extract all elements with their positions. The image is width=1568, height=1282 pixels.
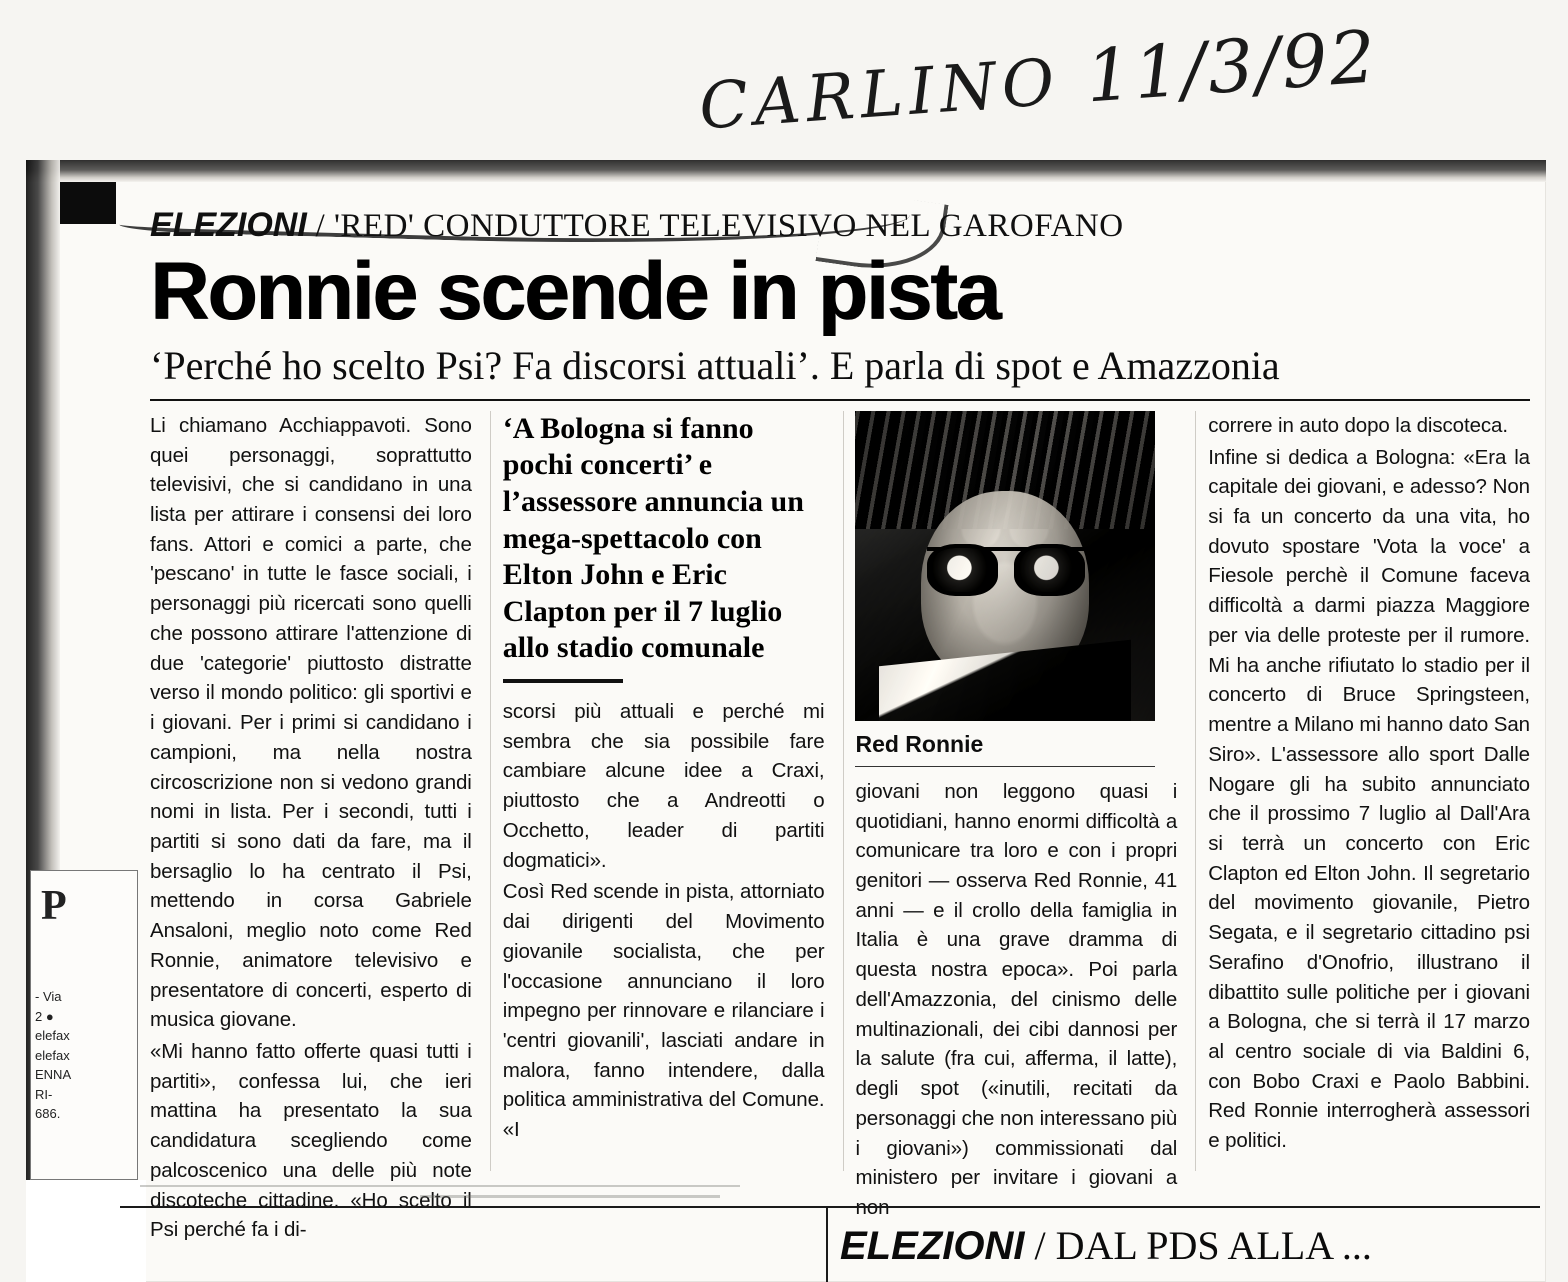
article-column-1 xyxy=(150,411,490,1242)
next-article-section: ELEZIONI xyxy=(840,1224,1025,1268)
photo-shading xyxy=(855,411,1155,721)
caption-rule xyxy=(855,766,1155,767)
column-4-text xyxy=(1208,411,1530,1156)
scan-artifact xyxy=(140,1185,740,1187)
article-column-2 xyxy=(503,411,843,1171)
scrap-line: 2 ● xyxy=(35,1008,54,1024)
scan-corner-mark xyxy=(60,182,116,224)
paragraph: scorsi più attuali e perché mi sembra che sia possibile fare cambiare alcune idee a Craxi, piuttosto che a Andreotti o Occhetto, leader di partiti dogmatici». xyxy=(502,700,825,872)
handwritten-source: CARLINO xyxy=(696,45,1063,145)
column-divider xyxy=(490,411,491,1171)
paragraph: correre in auto dopo la discoteca. xyxy=(1208,413,1508,437)
paragraph: giovani non leggono quasi i quotidiani, hanno enormi difficoltà a comunicare tra loro e con i propri genitori — osserva Red Ronnie, 41 anni — e il crollo della famiglia in Italia è una grave dramma di questa nostra epoca». Poi parla dell'Amazzonia, del cinismo delle multinazionali, dei cibi dannosi per la salute (fra cui, afferma, il latte), degli spot («inutili, recitati da personaggi che non interessano più i giovani») commissionati dal ministero per invitare i giovani a non xyxy=(855,779,1178,1219)
scan-bottom-left-blank xyxy=(26,1180,146,1282)
article-kicker xyxy=(150,206,1530,245)
scrap-line: elefax xyxy=(35,1028,70,1043)
side-clipping-scrap xyxy=(30,870,138,1180)
article-headline: Ronnie scende in pista xyxy=(150,246,1000,337)
paragraph: Infine si dedica a Bologna: «Era la capitale dei giovani, e adesso? Non si fa un concerto da una vita, ho dovuto spostare 'Vota la voce' a Fiesole perchè il Comune faceva difficoltà a darmi piazza Maggiore per via delle proteste per il rumore. Mi ha anche rifiutato lo stadio per il concerto di Bruce Springsteen, mentre a Milano mi hanno dato San Siro». L'assessore allo sport Dalle Nogare gli ha subito annunciato che il prossimo 7 luglio al Dall'Ara si terrà un concerto con Eric Clapton ed Elton John. Il segretario del movimento giovanile, Pietro Segata, e il segretario cittadino psi Serafino d'Onofrio, illustrano il dibattito sulle politiche per i giovani a Bologna, che si terrà il 17 marzo al centro sociale di via Baldini 6, con Bobo Craxi e Paolo Babbini. Red Ronnie interrogherà assessori e politici. xyxy=(1208,445,1530,1153)
article-pull-quote: ‘A Bologna si fanno pochi concerti’ e l’assessore annuncia un mega-spettacolo con Elton John e Eric Clapton per il 7 luglio allo stadio comunale xyxy=(502,411,804,665)
scrap-line: elefax xyxy=(35,1047,70,1063)
column-2-text xyxy=(503,697,825,1145)
bottom-rule xyxy=(120,1206,1540,1208)
article-column-4 xyxy=(1208,411,1530,1171)
column-1-text xyxy=(150,411,472,1245)
scrap-line: 686. xyxy=(35,1106,61,1121)
paragraph: Così Red scende in pista, attorniato dai dirigenti del Movimento giovanile socialista, che per l'occasione annunciano il loro impegno per rinnovare e rilanciare i 'centri giovanili', lasciati andare in malora, fanno intendere, dalla politica amministrativa del Comune. «I xyxy=(502,880,825,1142)
scrap-line: - Via xyxy=(35,989,62,1004)
pull-quote-rule xyxy=(503,679,623,683)
paragraph: Li chiamano Acchiappavoti. Sono quei personaggi, soprattutto televisivi, che si candidano in una lista per attirare i consensi dei loro fans. Attori e comici a parte, che 'pescano' in tutte le fasce sociali, i personaggi più ricercati sono quelli che possono attirare l'attenzione di due 'categorie' piuttosto distratte verso il mondo politico: gli sportivi e i giovani. Per i primi si candidano i campioni, ma nella nostra circoscrizione non si vedono grandi nomi in lista. Per i secondi, tutti i partiti si sono dati da fare, ma il bersaglio lo ha centrato il Psi, mettendo in corsa Gabriele Ansaloni, meglio noto come Red Ronnie, animatore televisivo e presentatore di concerti, esperto di musica giovane. xyxy=(150,413,472,1032)
article xyxy=(150,206,1530,1242)
column-divider xyxy=(1195,411,1196,1171)
scan-artifact xyxy=(420,1195,720,1198)
next-article-kicker xyxy=(840,1222,1540,1269)
handwritten-date: 11/3/92 xyxy=(1083,14,1380,119)
bottom-column-divider xyxy=(826,1206,828,1282)
article-subhead: ‘Perché ho scelto Psi? Fa discorsi attuali’. E parla di spot e Amazzonia xyxy=(150,342,1280,388)
article-column-3 xyxy=(855,411,1195,1219)
article-columns xyxy=(150,411,1530,1242)
article-kicker-section: ELEZIONI xyxy=(150,206,307,244)
article-kicker-text: / 'RED' CONDUTTORE TELEVISIVO NEL GAROFANO xyxy=(315,208,1124,244)
scrap-line: ENNA xyxy=(35,1067,72,1082)
photo-caption: Red Ronnie xyxy=(855,730,984,757)
column-3-text xyxy=(855,777,1177,1223)
next-article-text: / DAL PDS ALLA ... xyxy=(1034,1223,1372,1268)
paragraph: «Mi hanno fatto offerte quasi tutti i partiti», confessa lui, che ieri mattina ha presentato la sua candidatura scegliendo come palcoscenico una delle più note discoteche cittadine. «Ho scelto il Psi perché fa i di- xyxy=(150,1039,472,1242)
column-divider xyxy=(843,411,844,1171)
scrap-logo: P xyxy=(41,883,67,929)
headline-rule xyxy=(150,399,1530,401)
scrap-line: RI- xyxy=(35,1086,53,1102)
article-photo xyxy=(855,411,1155,721)
